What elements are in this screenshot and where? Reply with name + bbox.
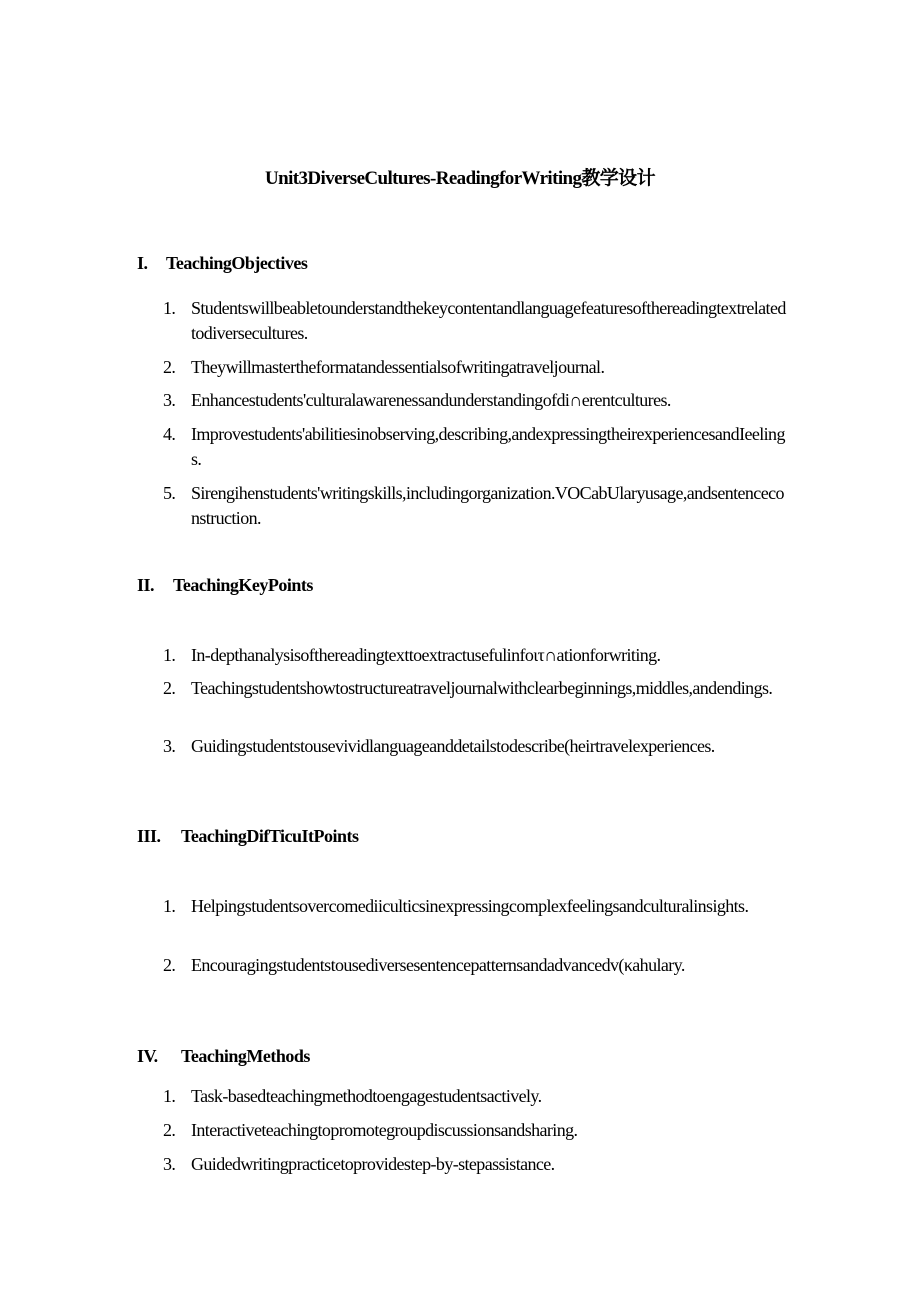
list-item <box>163 1118 788 1143</box>
item-number: 4. <box>163 424 176 444</box>
item-text: Helpingstudentsovercomediiculticsinexpressingcomplexfeelingsandculturalinsights. <box>191 896 749 916</box>
list-item <box>163 734 788 759</box>
section-heading-methods <box>137 1046 310 1067</box>
document-title: Unit3DiverseCultures-ReadingforWriting教学设计 <box>265 168 655 189</box>
item-number: 5. <box>163 483 176 503</box>
list-item <box>163 422 788 472</box>
section-title: TeachingMethods <box>181 1046 310 1066</box>
item-number: 3. <box>163 1154 176 1174</box>
item-number: 3. <box>163 736 176 756</box>
list-item <box>163 481 788 531</box>
list-item <box>163 643 788 668</box>
item-number: 1. <box>163 298 176 318</box>
item-number: 2. <box>163 357 176 377</box>
item-text: Interactiveteachingtopromotegroupdiscussionsandsharing. <box>191 1120 578 1140</box>
item-text: Encouragingstudentstousediversesentencepatternsandadvancedv(κahulary. <box>191 955 685 975</box>
item-text: Theywillmastertheformatandessentialsofwritingatraveljournal. <box>191 357 605 377</box>
section-title: TeachingObjectives <box>166 253 308 273</box>
item-number: 1. <box>163 1086 176 1106</box>
list-item <box>163 676 788 701</box>
section-title: TeachingDifTicuItPoints <box>181 826 359 846</box>
section-heading-objectives <box>137 253 307 274</box>
item-text: Guidingstudentstousevividlanguageanddetailstodescribe(heirtravelexperiences. <box>191 736 715 756</box>
item-text: Enhancestudents'culturalawarenessandunderstandingofdi∩erentcultures. <box>191 390 671 410</box>
item-text: Studentswillbeabletounderstandthekeycontentandlanguagefeaturesofthereadingtextrelatedtodiversecultures. <box>191 298 786 343</box>
section-number: III. <box>137 826 161 846</box>
list-item <box>163 296 788 346</box>
section-number: I. <box>137 253 148 273</box>
item-text: Guidedwritingpracticetoprovidestep-by-stepassistance. <box>191 1154 555 1174</box>
section-heading-key-points <box>137 575 313 596</box>
section-heading-difficult-points <box>137 826 359 847</box>
section-title: TeachingKeyPoints <box>173 575 313 595</box>
list-item <box>163 1152 788 1177</box>
item-number: 3. <box>163 390 176 410</box>
item-number: 2. <box>163 955 176 975</box>
list-item <box>163 894 788 919</box>
section-number: II. <box>137 575 155 595</box>
item-number: 1. <box>163 896 176 916</box>
item-text: In-depthanalysisofthereadingtexttoextractusefulinfoιτ∩ationforwriting. <box>191 645 661 665</box>
list-item <box>163 355 788 380</box>
list-item <box>163 388 788 413</box>
list-item <box>163 953 788 978</box>
item-number: 2. <box>163 678 176 698</box>
item-text: Teachingstudentshowtostructureatraveljournalwithclearbeginnings,middles,andendings. <box>191 678 773 698</box>
item-number: 1. <box>163 645 176 665</box>
list-item <box>163 1084 788 1109</box>
item-text: Improvestudents'abilitiesinobserving,describing,andexpressingtheirexperiencesandIeelings. <box>191 424 785 469</box>
item-number: 2. <box>163 1120 176 1140</box>
section-number: IV. <box>137 1046 158 1066</box>
item-text: Sirengihenstudents'writingskills,includingorganization.VOCabUlaryusage,andsentenceconstruction. <box>191 483 784 528</box>
item-text: Task-basedteachingmethodtoengagestudentsactively. <box>191 1086 542 1106</box>
